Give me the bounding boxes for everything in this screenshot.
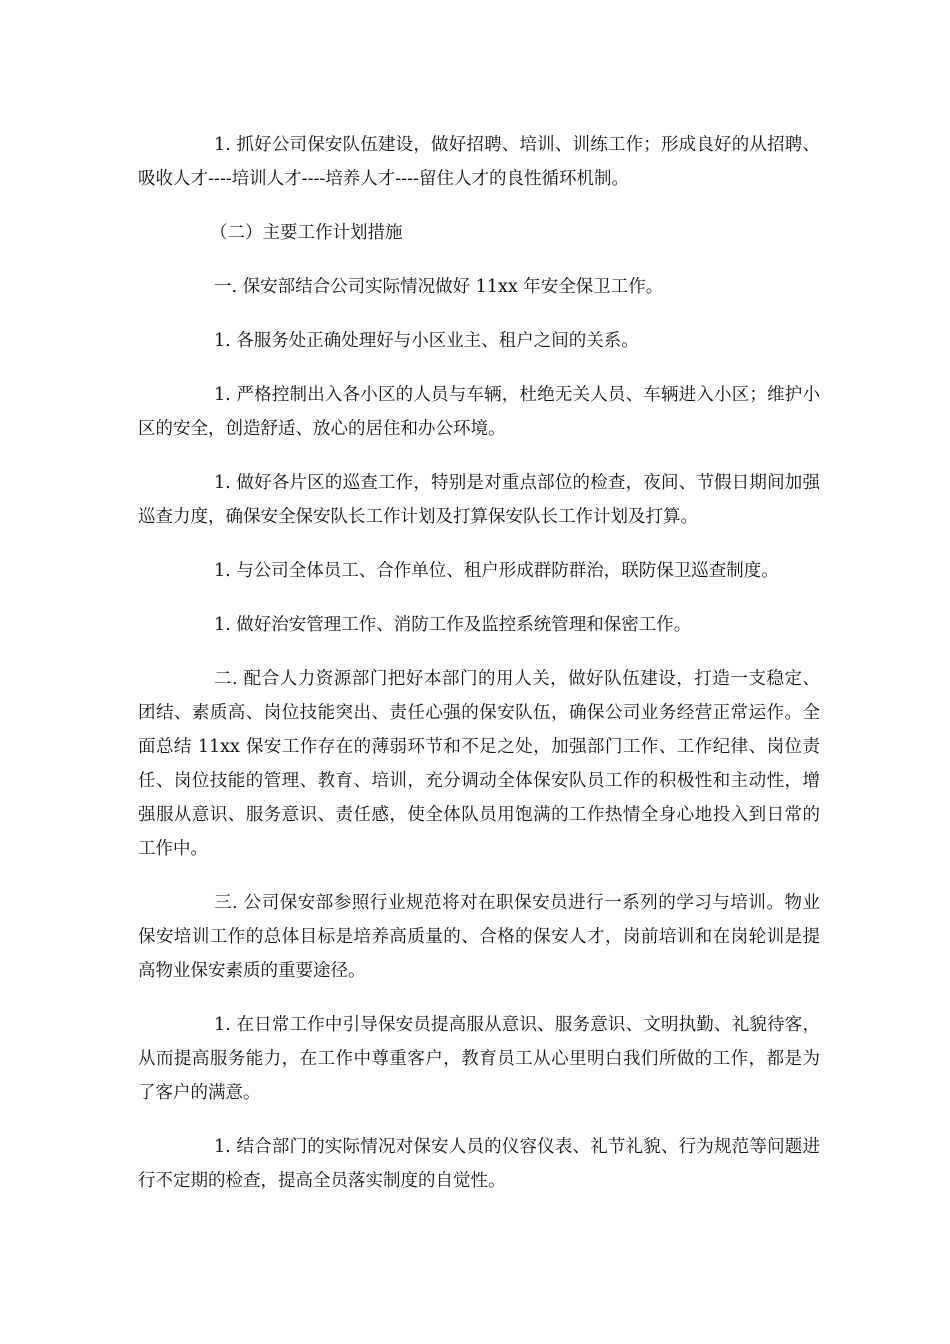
document-body [138,128,820,1218]
paragraph-9: 二. 配合人力资源部门把好本部门的用人关，做好队伍建设，打造一支稳定、团结、素质高、岗位技能突出、责任心强的保安队伍，确保公司业务经营正常运作。全面总结 11xx 保安工作存在的薄弱环节和不足之处，加强部门工作、工作纪律、岗位责任、岗位技能的管理、教育、培训，充分调动全体保安队员工作的积极性和主动性，增强服从意识、服务意识、责任感，使全体队员用饱满的工作热情全身心地投入到日常的工作中。 [138,669,820,859]
paragraph-5: 1. 严格控制出入各小区的人员与车辆，杜绝无关人员、车辆进入小区；维护小区的安全，创造舒适、放心的居住和办公环境。 [138,385,820,439]
paragraph-6: 1. 做好各片区的巡查工作，特别是对重点部位的检查，夜间、节假日期间加强巡查力度，确保安全保安队长工作计划及打算保安队长工作计划及打算。 [138,473,820,527]
paragraph-12: 1. 结合部门的实际情况对保安人员的仪容仪表、礼节礼貌、行为规范等问题进行不定期的检查，提高全员落实制度的自觉性。 [138,1137,820,1191]
paragraph-7: 1. 与公司全体员工、合作单位、租户形成群防群治，联防保卫巡查制度。 [214,561,779,581]
paragraph-11: 1. 在日常工作中引导保安员提高服从意识、服务意识、文明执勤、礼貌待客，从而提高服务能力，在工作中尊重客户，教育员工从心里明白我们所做的工作，都是为了客户的满意。 [138,1015,820,1103]
paragraph-3: 一. 保安部结合公司实际情况做好 11xx 年安全保卫工作。 [214,277,664,297]
section-heading: （二）主要工作计划措施 [210,223,403,243]
paragraph-10: 三. 公司保安部参照行业规范将对在职保安员进行一系列的学习与培训。物业保安培训工作的总体目标是培养高质量的、合格的保安人才，岗前培训和在岗轮训是提高物业保安素质的重要途径。 [138,893,820,981]
paragraph-1: 1. 抓好公司保安队伍建设，做好招聘、培训、训练工作；形成良好的从招聘、吸收人才----培训人才----培养人才----留住人才的良性循环机制。 [138,135,820,189]
paragraph-8: 1. 做好治安管理工作、消防工作及监控系统管理和保密工作。 [214,615,692,635]
paragraph-4: 1. 各服务处正确处理好与小区业主、租户之间的关系。 [214,331,639,351]
